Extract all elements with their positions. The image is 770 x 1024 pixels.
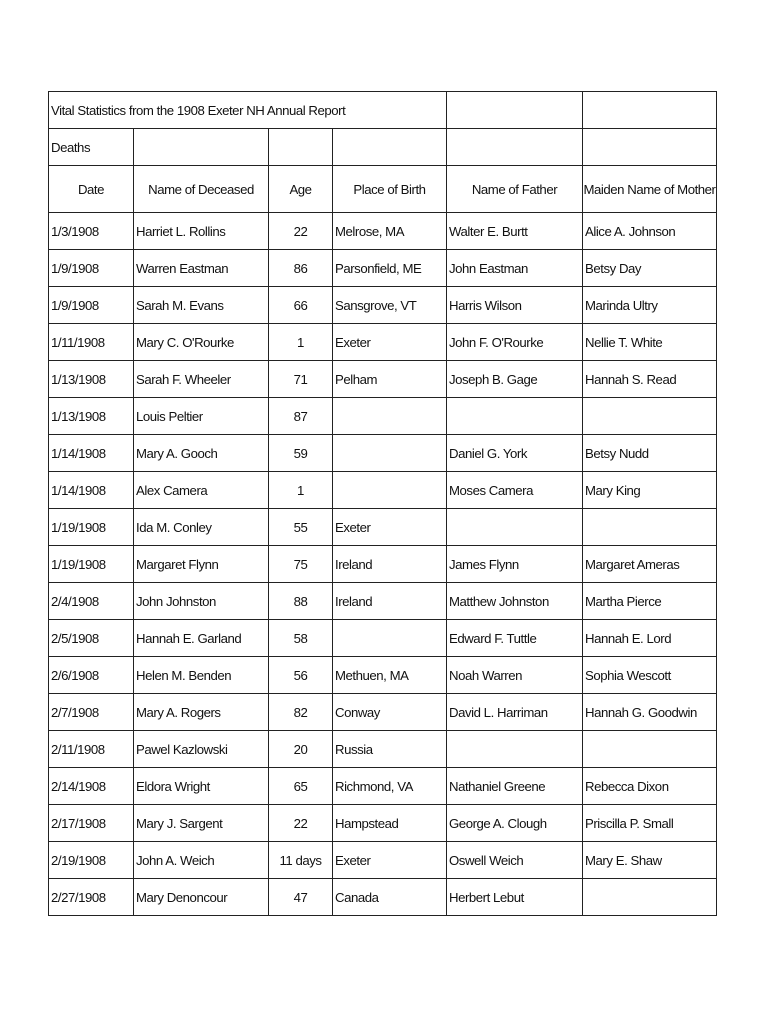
empty-cell (583, 129, 717, 166)
cell-birthplace (333, 472, 447, 509)
cell-birthplace: Sansgrove, VT (333, 287, 447, 324)
cell-age: 1 (269, 324, 333, 361)
table-row (49, 324, 717, 361)
cell-father-name: James Flynn (447, 546, 583, 583)
cell-date: 1/11/1908 (49, 324, 134, 361)
column-header-mother: Maiden Name of Mother (583, 166, 717, 213)
cell-mother-maiden-name: Martha Pierce (583, 583, 717, 620)
cell-mother-maiden-name: Mary King (583, 472, 717, 509)
cell-age: 22 (269, 805, 333, 842)
cell-mother-maiden-name: Rebecca Dixon (583, 768, 717, 805)
table-row (49, 583, 717, 620)
table-row (49, 361, 717, 398)
cell-deceased-name: Mary A. Gooch (134, 435, 269, 472)
cell-birthplace: Canada (333, 879, 447, 916)
cell-deceased-name: Mary Denoncour (134, 879, 269, 916)
table-row (49, 435, 717, 472)
table-row (49, 657, 717, 694)
cell-father-name: Matthew Johnston (447, 583, 583, 620)
cell-deceased-name: John A. Weich (134, 842, 269, 879)
table-row (49, 398, 717, 435)
cell-birthplace: Exeter (333, 842, 447, 879)
cell-age: 75 (269, 546, 333, 583)
cell-deceased-name: Sarah F. Wheeler (134, 361, 269, 398)
cell-date: 2/6/1908 (49, 657, 134, 694)
cell-birthplace (333, 398, 447, 435)
cell-mother-maiden-name: Sophia Wescott (583, 657, 717, 694)
cell-birthplace (333, 620, 447, 657)
cell-deceased-name: Mary J. Sargent (134, 805, 269, 842)
cell-deceased-name: Sarah M. Evans (134, 287, 269, 324)
cell-deceased-name: Ida M. Conley (134, 509, 269, 546)
cell-father-name: George A. Clough (447, 805, 583, 842)
cell-birthplace: Hampstead (333, 805, 447, 842)
cell-father-name (447, 509, 583, 546)
cell-deceased-name: Mary C. O'Rourke (134, 324, 269, 361)
cell-mother-maiden-name: Marinda Ultry (583, 287, 717, 324)
cell-mother-maiden-name: Nellie T. White (583, 324, 717, 361)
cell-age: 22 (269, 213, 333, 250)
cell-mother-maiden-name: Priscilla P. Small (583, 805, 717, 842)
table-row (49, 250, 717, 287)
empty-cell (333, 129, 447, 166)
cell-age: 56 (269, 657, 333, 694)
cell-age: 86 (269, 250, 333, 287)
cell-mother-maiden-name: Betsy Day (583, 250, 717, 287)
cell-deceased-name: Margaret Flynn (134, 546, 269, 583)
cell-date: 2/5/1908 (49, 620, 134, 657)
cell-age: 71 (269, 361, 333, 398)
cell-mother-maiden-name: Alice A. Johnson (583, 213, 717, 250)
cell-date: 2/7/1908 (49, 694, 134, 731)
cell-deceased-name: Warren Eastman (134, 250, 269, 287)
title-row (49, 92, 717, 129)
cell-father-name: David L. Harriman (447, 694, 583, 731)
cell-birthplace: Pelham (333, 361, 447, 398)
cell-father-name: Oswell Weich (447, 842, 583, 879)
cell-father-name: Daniel G. York (447, 435, 583, 472)
column-header-date: Date (49, 166, 134, 213)
cell-father-name: Edward F. Tuttle (447, 620, 583, 657)
cell-father-name: John Eastman (447, 250, 583, 287)
cell-date: 2/19/1908 (49, 842, 134, 879)
cell-birthplace: Methuen, MA (333, 657, 447, 694)
document-title: Vital Statistics from the 1908 Exeter NH Annual Report (49, 92, 447, 129)
cell-age: 58 (269, 620, 333, 657)
cell-age: 1 (269, 472, 333, 509)
cell-age: 65 (269, 768, 333, 805)
cell-father-name: Joseph B. Gage (447, 361, 583, 398)
cell-mother-maiden-name (583, 398, 717, 435)
cell-date: 1/13/1908 (49, 361, 134, 398)
empty-cell (447, 92, 583, 129)
cell-father-name: Noah Warren (447, 657, 583, 694)
cell-date: 1/14/1908 (49, 435, 134, 472)
cell-birthplace: Melrose, MA (333, 213, 447, 250)
cell-father-name: Harris Wilson (447, 287, 583, 324)
table-row (49, 546, 717, 583)
cell-birthplace (333, 435, 447, 472)
cell-deceased-name: Louis Peltier (134, 398, 269, 435)
table-row (49, 509, 717, 546)
cell-deceased-name: Pawel Kazlowski (134, 731, 269, 768)
empty-cell (134, 129, 269, 166)
table-row (49, 620, 717, 657)
cell-father-name: John F. O'Rourke (447, 324, 583, 361)
table-row (49, 694, 717, 731)
cell-deceased-name: Alex Camera (134, 472, 269, 509)
table-row (49, 213, 717, 250)
cell-date: 2/14/1908 (49, 768, 134, 805)
cell-father-name (447, 398, 583, 435)
cell-age: 82 (269, 694, 333, 731)
cell-age: 20 (269, 731, 333, 768)
cell-date: 1/9/1908 (49, 287, 134, 324)
cell-date: 1/19/1908 (49, 546, 134, 583)
section-heading: Deaths (49, 129, 134, 166)
cell-birthplace: Conway (333, 694, 447, 731)
table-row (49, 287, 717, 324)
table-row (49, 842, 717, 879)
cell-birthplace: Ireland (333, 583, 447, 620)
cell-date: 1/14/1908 (49, 472, 134, 509)
table-row (49, 768, 717, 805)
cell-age: 11 days (269, 842, 333, 879)
cell-father-name: Herbert Lebut (447, 879, 583, 916)
column-header-name: Name of Deceased (134, 166, 269, 213)
cell-mother-maiden-name (583, 731, 717, 768)
cell-age: 88 (269, 583, 333, 620)
cell-mother-maiden-name (583, 509, 717, 546)
cell-birthplace: Russia (333, 731, 447, 768)
cell-birthplace: Exeter (333, 324, 447, 361)
cell-date: 2/27/1908 (49, 879, 134, 916)
cell-deceased-name: Eldora Wright (134, 768, 269, 805)
cell-father-name (447, 731, 583, 768)
cell-mother-maiden-name (583, 879, 717, 916)
cell-father-name: Nathaniel Greene (447, 768, 583, 805)
cell-mother-maiden-name: Margaret Ameras (583, 546, 717, 583)
cell-date: 1/19/1908 (49, 509, 134, 546)
empty-cell (269, 129, 333, 166)
cell-age: 55 (269, 509, 333, 546)
cell-birthplace: Richmond, VA (333, 768, 447, 805)
cell-date: 1/3/1908 (49, 213, 134, 250)
cell-age: 47 (269, 879, 333, 916)
section-row (49, 129, 717, 166)
column-header-row (49, 166, 717, 213)
column-header-age: Age (269, 166, 333, 213)
empty-cell (447, 129, 583, 166)
cell-birthplace: Exeter (333, 509, 447, 546)
cell-mother-maiden-name: Hannah E. Lord (583, 620, 717, 657)
cell-age: 66 (269, 287, 333, 324)
cell-date: 1/9/1908 (49, 250, 134, 287)
cell-date: 2/17/1908 (49, 805, 134, 842)
table-row (49, 879, 717, 916)
cell-father-name: Moses Camera (447, 472, 583, 509)
cell-date: 1/13/1908 (49, 398, 134, 435)
table-row (49, 472, 717, 509)
cell-deceased-name: Hannah E. Garland (134, 620, 269, 657)
column-header-birthplace: Place of Birth (333, 166, 447, 213)
table-row (49, 805, 717, 842)
deaths-table (48, 91, 717, 916)
column-header-father: Name of Father (447, 166, 583, 213)
cell-age: 87 (269, 398, 333, 435)
cell-date: 2/11/1908 (49, 731, 134, 768)
cell-deceased-name: Helen M. Benden (134, 657, 269, 694)
table-row (49, 731, 717, 768)
cell-birthplace: Parsonfield, ME (333, 250, 447, 287)
cell-mother-maiden-name: Mary E. Shaw (583, 842, 717, 879)
empty-cell (583, 92, 717, 129)
cell-mother-maiden-name: Hannah G. Goodwin (583, 694, 717, 731)
cell-father-name: Walter E. Burtt (447, 213, 583, 250)
cell-date: 2/4/1908 (49, 583, 134, 620)
cell-age: 59 (269, 435, 333, 472)
cell-mother-maiden-name: Hannah S. Read (583, 361, 717, 398)
cell-mother-maiden-name: Betsy Nudd (583, 435, 717, 472)
cell-deceased-name: John Johnston (134, 583, 269, 620)
cell-deceased-name: Mary A. Rogers (134, 694, 269, 731)
cell-birthplace: Ireland (333, 546, 447, 583)
cell-deceased-name: Harriet L. Rollins (134, 213, 269, 250)
